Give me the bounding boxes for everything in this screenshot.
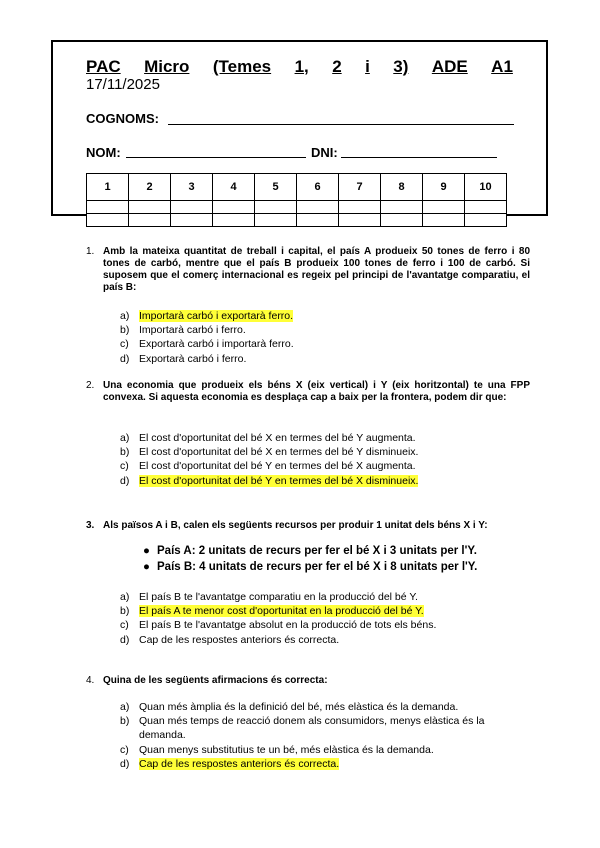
- bullet-text: País A: 2 unitats de recurs per fer el bé X i 3 unitats per l'Y.: [157, 545, 477, 557]
- option-letter: a): [120, 701, 130, 713]
- title-word: i: [365, 57, 370, 76]
- question-text: Als països A i B, calen els següents recursos per produir 1 unitat dels béns X i Y:: [103, 520, 488, 531]
- option-letter: a): [120, 432, 130, 444]
- question-number: 1.: [86, 246, 95, 257]
- exam-title: [86, 57, 513, 77]
- question-3: [86, 520, 530, 532]
- option-c[interactable]: [120, 459, 540, 473]
- grade-cell[interactable]: [255, 214, 297, 227]
- grade-column-header: 1: [87, 174, 129, 201]
- option-c[interactable]: [120, 337, 540, 351]
- grades-score-row: [87, 214, 507, 227]
- question-text: Una economia que produeix els béns X (eix vertical) i Y (eix horitzontal) te una FPP convexa. Si aquesta economia es desplaça cap a baix per la frontera, podem dir que:: [103, 380, 530, 403]
- question-4-options: [120, 700, 520, 771]
- question-4: [86, 675, 530, 687]
- title-word: ADE: [431, 57, 468, 76]
- bullet-text: País B: 4 unitats de recurs per fer el bé X i 8 unitats per l'Y.: [157, 561, 478, 573]
- question-number: 3.: [86, 520, 95, 531]
- grade-cell[interactable]: [381, 201, 423, 214]
- grade-cell[interactable]: [213, 201, 255, 214]
- option-b[interactable]: [120, 604, 540, 618]
- grade-cell[interactable]: [87, 214, 129, 227]
- option-text: El cost d'oportunitat del bé X en termes del bé Y disminueix.: [139, 446, 419, 459]
- grade-column-header: 3: [171, 174, 213, 201]
- grade-cell[interactable]: [129, 214, 171, 227]
- option-letter: c): [120, 338, 129, 351]
- option-letter: d): [120, 474, 130, 487]
- question-number: 4.: [86, 675, 95, 686]
- grade-cell[interactable]: [297, 214, 339, 227]
- option-d[interactable]: [120, 474, 540, 488]
- option-text: Quan més temps de reacció donem als consumidors, menys elàstica és la demanda.: [139, 715, 485, 742]
- grade-column-header: 10: [465, 174, 507, 201]
- grades-answer-row: [87, 201, 507, 214]
- option-text: El cost d'oportunitat del bé Y en termes del bé X augmenta.: [139, 460, 416, 473]
- title-word: (Temes: [212, 57, 272, 76]
- option-text: Exportarà carbó i ferro.: [139, 352, 247, 365]
- option-a[interactable]: [120, 431, 540, 445]
- option-a[interactable]: [120, 700, 520, 714]
- nom-field[interactable]: [126, 157, 306, 158]
- title-word: Micro: [144, 57, 190, 76]
- option-letter: d): [120, 633, 130, 646]
- option-text: Exportarà carbó i importarà ferro.: [139, 338, 294, 351]
- option-a[interactable]: [120, 590, 540, 604]
- bullet-icon: ●: [143, 545, 150, 557]
- title-word: A1: [491, 57, 513, 76]
- grade-cell[interactable]: [213, 214, 255, 227]
- grades-table: [86, 173, 507, 227]
- option-letter: c): [120, 460, 129, 473]
- option-text-selected: El país A te menor cost d'oportunitat en la producció del bé Y.: [139, 605, 424, 618]
- grade-column-header: 5: [255, 174, 297, 201]
- title-word: 3): [393, 57, 409, 76]
- grade-cell[interactable]: [87, 201, 129, 214]
- option-letter: b): [120, 324, 130, 337]
- grade-cell[interactable]: [423, 201, 465, 214]
- title-word: 1,: [294, 57, 309, 76]
- option-text-selected: El cost d'oportunitat del bé Y en termes del bé X disminueix.: [139, 474, 419, 487]
- title-word: PAC: [86, 57, 121, 76]
- option-text: Quan més àmplia és la definició del bé, més elàstica és la demanda.: [139, 701, 459, 713]
- option-letter: d): [120, 352, 130, 365]
- question-number: 2.: [86, 380, 95, 391]
- grade-column-header: 8: [381, 174, 423, 201]
- grade-cell[interactable]: [339, 214, 381, 227]
- grade-column-header: 7: [339, 174, 381, 201]
- question-2: [86, 380, 530, 404]
- option-letter: b): [120, 715, 130, 728]
- bullet-item: [143, 543, 477, 560]
- question-3-options: [120, 590, 540, 647]
- option-d[interactable]: [120, 633, 540, 647]
- bullet-icon: ●: [143, 561, 150, 573]
- option-text-selected: Importarà carbó i exportarà ferro.: [139, 310, 294, 322]
- option-letter: c): [120, 619, 129, 632]
- grade-cell[interactable]: [297, 201, 339, 214]
- option-b[interactable]: [120, 714, 519, 742]
- dni-label: DNI:: [311, 145, 338, 160]
- option-c[interactable]: [120, 743, 520, 757]
- option-c[interactable]: [120, 618, 540, 632]
- option-letter: a): [120, 310, 130, 322]
- question-2-options: [120, 431, 540, 488]
- question-1-options: [120, 309, 540, 366]
- grade-cell[interactable]: [171, 214, 213, 227]
- option-text: El cost d'oportunitat del bé X en termes del bé Y augmenta.: [139, 432, 416, 444]
- grade-column-header: 2: [129, 174, 171, 201]
- option-b[interactable]: [120, 323, 540, 337]
- grades-header-row: [87, 174, 507, 201]
- option-letter: d): [120, 757, 130, 770]
- bullet-item: [143, 559, 477, 576]
- grade-column-header: 6: [297, 174, 339, 201]
- question-text: Quina de les següents afirmacions és correcta:: [103, 675, 328, 686]
- option-d[interactable]: [120, 352, 540, 366]
- nom-label: NOM:: [86, 145, 121, 160]
- grade-cell[interactable]: [171, 201, 213, 214]
- grade-cell[interactable]: [423, 214, 465, 227]
- option-letter: c): [120, 743, 129, 756]
- grade-column-header: 4: [213, 174, 255, 201]
- grade-cell[interactable]: [255, 201, 297, 214]
- grade-cell[interactable]: [465, 214, 507, 227]
- option-b[interactable]: [120, 445, 540, 459]
- option-text: Importarà carbó i ferro.: [139, 324, 246, 337]
- exam-date: 17/11/2025: [86, 76, 160, 93]
- option-d[interactable]: [120, 757, 520, 771]
- option-text: Quan menys substitutius te un bé, més elàstica és la demanda.: [139, 743, 434, 756]
- option-text: El país B te l'avantatge absolut en la producció de tots els béns.: [139, 619, 437, 632]
- title-word: 2: [332, 57, 342, 76]
- option-text-selected: Cap de les respostes anteriors és correcta.: [139, 757, 340, 770]
- option-letter: b): [120, 605, 130, 618]
- option-text: Cap de les respostes anteriors és correcta.: [139, 633, 340, 646]
- grade-column-header: 9: [423, 174, 465, 201]
- grade-cell[interactable]: [129, 201, 171, 214]
- question-text: Amb la mateixa quantitat de treball i capital, el país A produeix 50 tones de ferro i 80 tones de carbó, mentre que el país B produeix 100 tones de ferro i 100 de carbó. Si suposem que el comerç internacional es regeix pel principi de l'avantatge comparatiu, el país B:: [103, 246, 530, 293]
- question-1: [86, 246, 530, 294]
- grade-cell[interactable]: [465, 201, 507, 214]
- option-a[interactable]: [120, 309, 540, 323]
- option-letter: b): [120, 446, 130, 459]
- option-text: El país B te l'avantatge comparatiu en la producció del bé Y.: [139, 591, 418, 603]
- cognoms-label: COGNOMS:: [86, 111, 159, 126]
- cognoms-field[interactable]: [168, 124, 514, 125]
- grade-cell[interactable]: [381, 214, 423, 227]
- option-letter: a): [120, 591, 130, 603]
- grade-cell[interactable]: [339, 201, 381, 214]
- dni-field[interactable]: [341, 157, 497, 158]
